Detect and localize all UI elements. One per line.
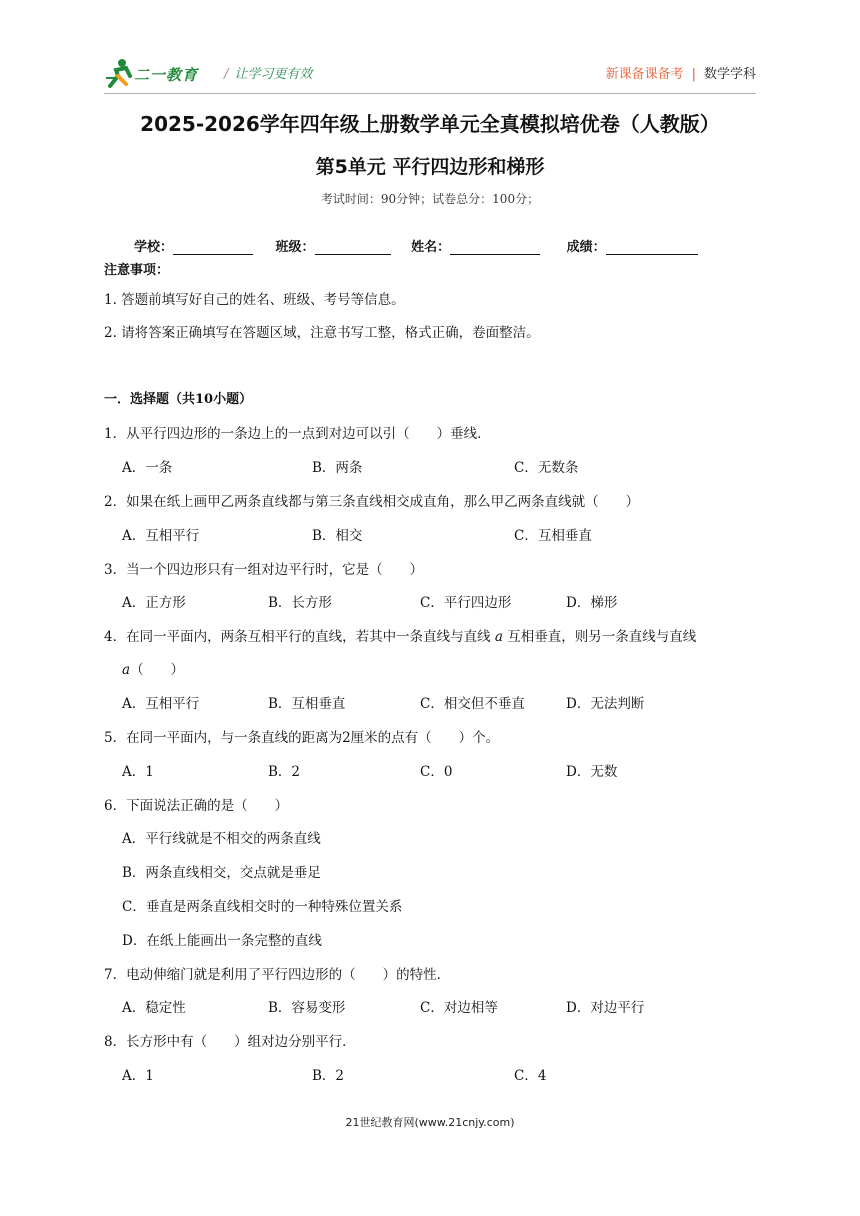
variable-a: a <box>494 629 503 645</box>
option[interactable]: A．互相平行 <box>122 696 200 712</box>
question-stem: 3．当一个四边形只有一组对边平行时，它是（ ） <box>104 562 424 578</box>
notice-title: 注意事项： <box>104 263 170 278</box>
option[interactable]: B．相交 <box>312 528 363 544</box>
subject-text: 数学学科 <box>703 67 756 82</box>
option[interactable]: B．互相垂直 <box>268 696 346 712</box>
option[interactable]: C．无数条 <box>514 460 579 476</box>
option[interactable]: C．4 <box>514 1068 547 1084</box>
question-stem-continued <box>122 658 184 678</box>
slogan-text: 让学习更有效 <box>234 67 313 82</box>
header-separator: | <box>691 67 696 82</box>
brand-text: 新课备课备考 <box>605 67 684 82</box>
question-stem: 8．长方形中有（ ）组对边分别平行． <box>104 1034 356 1050</box>
option[interactable]: A．正方形 <box>122 595 186 611</box>
question-stem-part: 4．在同一平面内，两条互相平行的直线，若其中一条直线与直线 <box>104 629 491 645</box>
question-stem: 2．如果在纸上画甲乙两条直线都与第三条直线相交成直角，那么甲乙两条直线就（ ） <box>104 494 640 510</box>
option[interactable]: C．垂直是两条直线相交时的一种特殊位置关系 <box>122 899 403 915</box>
section-title: 一．选择题（共10小题） <box>104 392 253 407</box>
question-stem: 6．下面说法正确的是（ ） <box>104 798 289 814</box>
option[interactable]: C．对边相等 <box>420 1000 498 1016</box>
name-blank[interactable] <box>450 240 540 255</box>
option[interactable]: C．平行四边形 <box>420 595 512 611</box>
header-right <box>606 63 756 82</box>
option[interactable]: D．无数 <box>566 764 618 780</box>
name-field[interactable] <box>411 236 540 255</box>
option[interactable]: A．稳定性 <box>122 1000 186 1016</box>
page-subtitle: 第5单元 平行四边形和梯形 <box>315 156 545 178</box>
option[interactable]: B．两条 <box>312 460 363 476</box>
option[interactable]: D．梯形 <box>566 595 618 611</box>
school-blank[interactable] <box>173 240 253 255</box>
school-label: 学校： <box>134 240 174 255</box>
question-stem: 7．电动伸缩门就是利用了平行四边形的（ ）的特性． <box>104 967 451 983</box>
option[interactable]: B．长方形 <box>268 595 332 611</box>
question-stem-part: 互相垂直，则另一条直线与直线 <box>507 629 697 645</box>
question-stem <box>104 625 696 645</box>
page-header <box>104 56 756 92</box>
exam-info: 考试时间：90分钟；试卷总分：100分； <box>320 192 540 206</box>
notice-item: 2. 请将答案正确填写在答题区域，注意书写工整，格式正确，卷面整洁。 <box>104 325 540 341</box>
option[interactable]: B．容易变形 <box>268 1000 346 1016</box>
option[interactable]: C．互相垂直 <box>514 528 592 544</box>
option[interactable]: B．2 <box>312 1068 345 1084</box>
variable-a: a <box>122 662 131 678</box>
school-field[interactable] <box>134 236 253 255</box>
option[interactable]: D．无法判断 <box>566 696 645 712</box>
question-stem: 5．在同一平面内，与一条直线的距离为2厘米的点有（ ）个。 <box>104 730 500 746</box>
name-label: 姓名： <box>411 240 451 255</box>
notice-item: 1. 答题前填写好自己的姓名、班级、考号等信息。 <box>104 292 405 308</box>
score-label: 成绩： <box>566 240 606 255</box>
class-label: 班级： <box>275 240 315 255</box>
logo-text: 二一教育 <box>134 66 199 84</box>
option[interactable]: A．互相平行 <box>122 528 200 544</box>
option[interactable]: A．1 <box>122 1068 154 1084</box>
option[interactable]: A．一条 <box>122 460 173 476</box>
question-stem-part: （ ） <box>130 662 185 678</box>
runner-logo-icon <box>104 56 138 90</box>
page-footer[interactable]: 21世纪教育网(www.21cnjy.com) <box>345 1116 515 1129</box>
question-stem: 1．从平行四边形的一条边上的一点到对边可以引（ ）垂线． <box>104 426 491 442</box>
option[interactable]: A．平行线就是不相交的两条直线 <box>122 831 321 847</box>
option[interactable]: D．对边平行 <box>566 1000 645 1016</box>
option[interactable]: C．相交但不垂直 <box>420 696 525 712</box>
option[interactable]: B．2 <box>268 764 301 780</box>
option[interactable]: C．0 <box>420 764 453 780</box>
class-blank[interactable] <box>315 240 391 255</box>
student-fields <box>134 236 712 255</box>
option[interactable]: D．在纸上能画出一条完整的直线 <box>122 933 322 949</box>
slogan: / 让学习更有效 <box>224 67 313 82</box>
header-divider <box>104 93 756 94</box>
option[interactable]: B．两条直线相交，交点就是垂足 <box>122 865 321 881</box>
logo <box>104 56 216 90</box>
class-field[interactable] <box>276 236 391 255</box>
option[interactable]: A．1 <box>122 764 154 780</box>
score-field[interactable] <box>567 236 698 255</box>
page-title: 2025-2026学年四年级上册数学单元全真模拟培优卷（人教版） <box>140 112 720 136</box>
score-blank[interactable] <box>606 240 698 255</box>
